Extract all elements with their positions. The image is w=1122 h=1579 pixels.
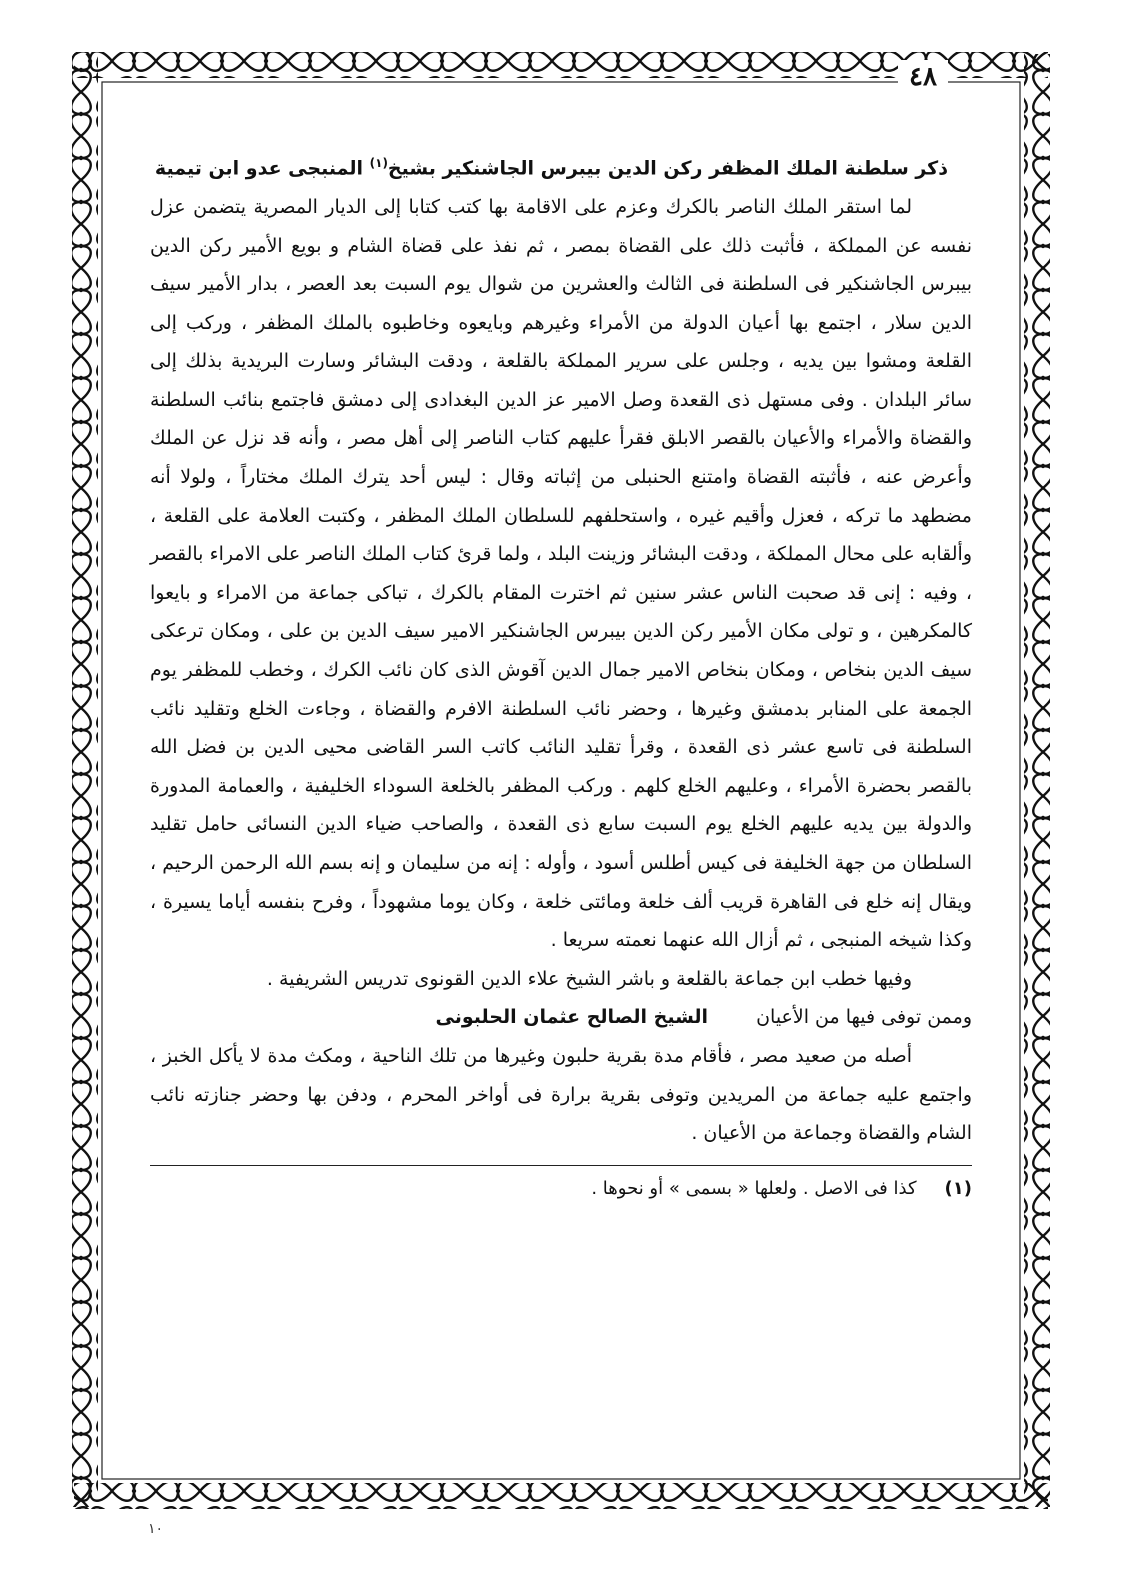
obituary-intro: وممن توفى فيها من الأعيان	[756, 1006, 972, 1029]
heading-subtitle: المنبجى عدو ابن تيمية	[154, 157, 363, 180]
footnote-marker: (١)	[944, 1177, 972, 1199]
footnote-text: كذا فى الاصل . ولعلها « بسمى » أو نحوها .	[591, 1177, 917, 1199]
obituary-text: أصله من صعيد مصر ، فأقام مدة بقرية حلبون وغيرها من تلك الناحية ، ومكث مدة لا يأكل الخبز ، واجتمع عليه جماعة من المريدين وتوفى بقرية برارة فى أواخر المحرم ، ودفن بها وحضر جنازته نائب الشام والقضاة وجماعة من الأعيان .	[150, 1044, 972, 1145]
obituary-heading	[150, 998, 972, 1037]
heading-footnote-ref[interactable]: (١)	[369, 156, 388, 170]
page-number: ٤٨	[898, 60, 948, 94]
corner-mark: ١٠	[148, 1521, 164, 1537]
body-paragraph: لما استقر الملك الناصر بالكرك وعزم على الاقامة بها كتب كتابا إلى الديار المصرية يتضمن عزل نفسه عن المملكة ، فأثبت ذلك على القضاة بمصر ، ثم نفذ على قضاة الشام و بويع الأمير ركن الدين بيبرس الجاشنكير فى السلطنة فى الثالث والعشرين من شوال يوم السبت بعد العصر ، بدار الأمير سيف الدين سلار ، اجتمع بها أعيان الدولة من الأمراء وغيرهم وبايعوه وخاطبوه بالملك المظفر ، وركب إلى القلعة ومشوا بين يديه ، وجلس على سرير المملكة بالقلعة ، ودقت البشائر وسارت البريدية بذلك إلى سائر البلدان . وفى مستهل ذى القعدة وصل الامير عز الدين البغدادى إلى دمشق فاجتمع بنائب السلطنة والقضاة والأمراء والأعيان بالقصر الابلق فقرأ عليهم كتاب الناصر إلى أهل مصر ، وأنه قد نزل عن الملك وأعرض عنه ، فأثبته القضاة وامتنع الحنبلى من إثباته وقال : ليس أحد يترك الملك مختاراً ، ولولا أنه مضطهد ما تركه ، فعزل وأقيم غيره ، واستحلفهم للسلطان الملك المظفر ، وكتبت العلامة على القلعة ، وألقابه على محال المملكة ، ودقت البشائر وزينت البلد ، ولما قرئ كتاب الملك الناصر على الامراء بالقصر ، وفيه : إنى قد صحبت الناس عشر سنين ثم اخترت المقام بالكرك ، تباكى جماعة من الامراء و بايعوا كالمكرهين ، و تولى مكان الأمير ركن الدين بيبرس الجاشنكير الامير سيف الدين بن على ، ومكان ترعكى سيف الدين بنخاص ، ومكان بنخاص الامير جمال الدين آقوش الذى كان نائب الكرك ، وخطب للمظفر يوم الجمعة على المنابر بدمشق وغيرها ، وحضر نائب السلطنة الافرم والقضاة ، وجاءت الخلع وتقليد نائب السلطنة فى تاسع عشر ذى القعدة ، وقرأ تقليد النائب كاتب السر القاضى محيى الدين بن فضل الله بالقصر بحضرة الأمراء ، وعليهم الخلع كلهم . وركب المظفر بالخلعة السوداء الخليفية ، والعمامة المدورة والدولة بين يديه عليهم الخلع يوم السبت سابع ذى القعدة ، والصاحب ضياء الدين النسائى حامل تقليد السلطان من جهة الخليفة فى كيس أطلس أسود ، وأوله : إنه من سليمان و إنه بسم الله الرحمن الرحيم ، ويقال إنه خلع فى القاهرة قريب ألف خلعة ومائتى خلعة ، وكان يوما مشهوداً ، وفرح بنفسه أياما يسيرة ، وكذا شيخه المنبجى ، ثم أزال الله عنهما نعمته سريعا .	[150, 195, 972, 952]
footnote	[150, 1170, 972, 1209]
body-paragraph: وفيها خطب ابن جماعة بالقلعة و باشر الشيخ علاء الدين القونوى تدريس الشريفية .	[266, 967, 912, 990]
obituary-name: الشيخ الصالح عثمان الحلبونى	[435, 1006, 709, 1029]
page-body	[150, 144, 972, 1208]
heading-title: ذكر سلطنة الملك المظفر ركن الدين بيبرس الجاشنكير بشيخ	[387, 157, 948, 180]
footnote-divider	[150, 1165, 972, 1166]
section-heading	[150, 144, 972, 188]
